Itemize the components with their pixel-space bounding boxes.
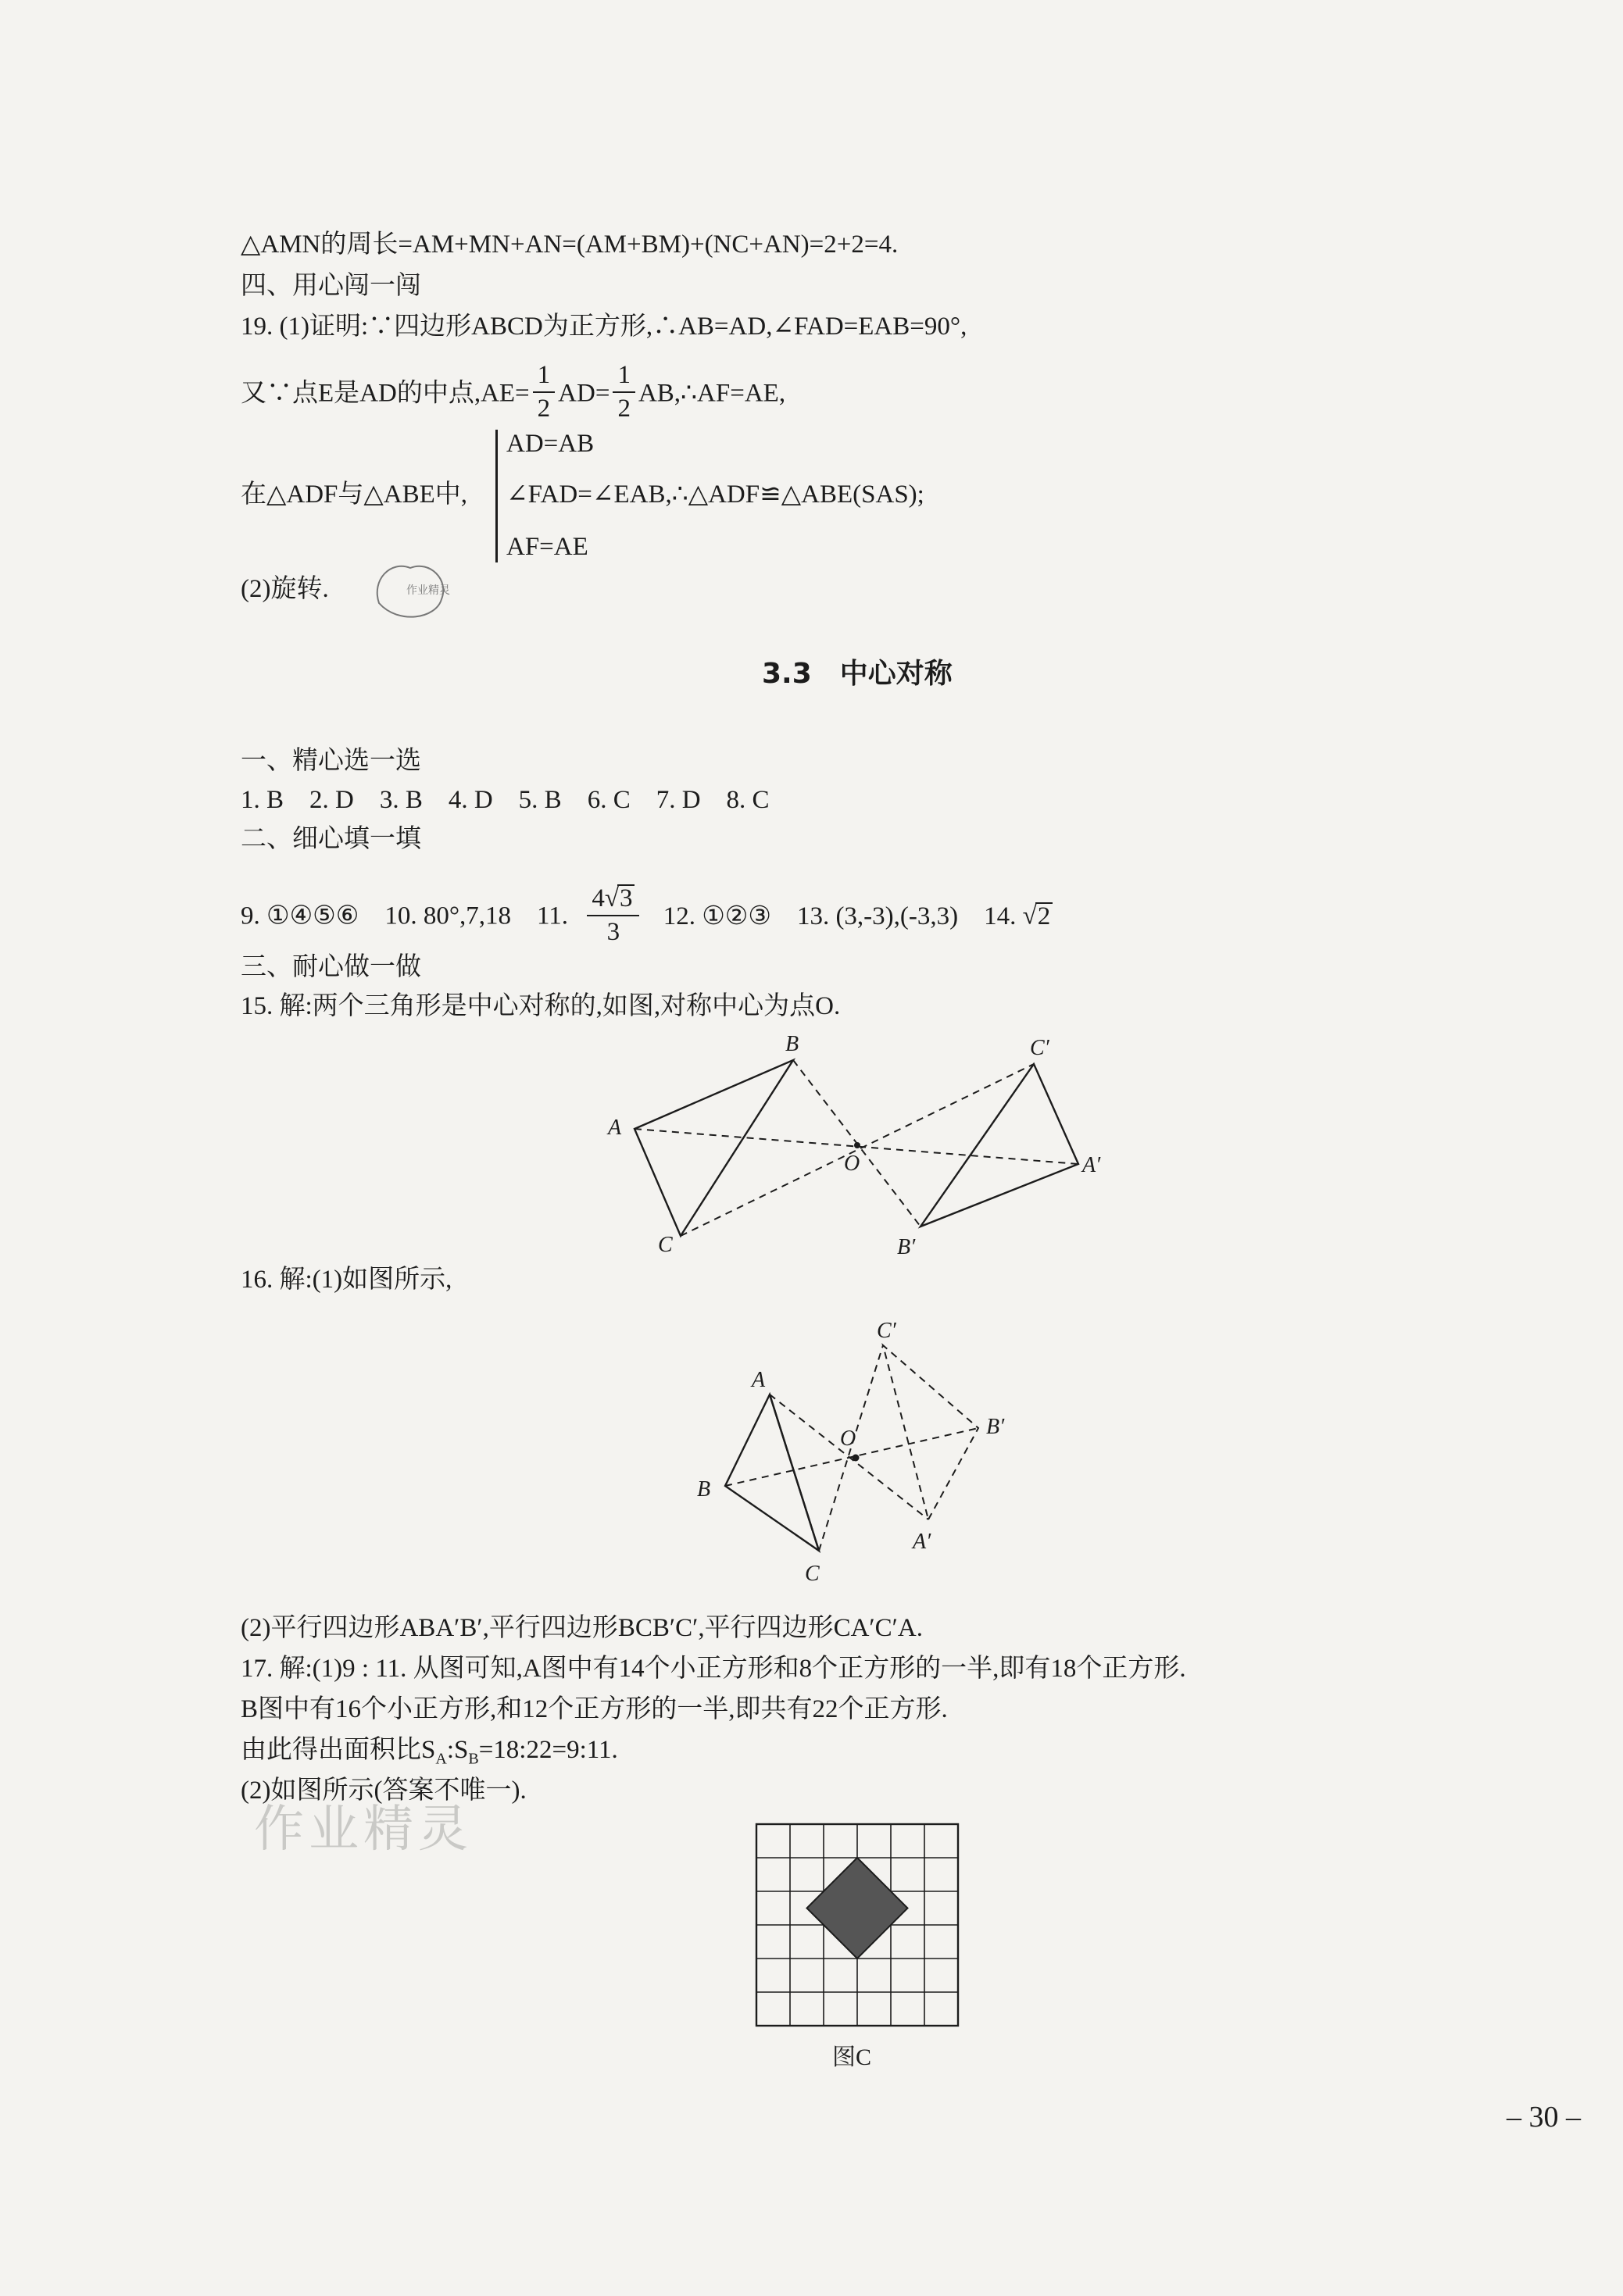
- fraction-numerator: 4√3: [587, 884, 639, 916]
- text-line: △AMN的周长=AM+MN+AN=(AM+BM)+(NC+AN)=2+2=4.: [241, 230, 899, 259]
- system-line: AF=AE: [506, 533, 588, 561]
- text-line: [241, 1737, 618, 1767]
- system-line: ∠FAD=∠EAB,∴△ADF≌△ABE(SAS);: [506, 480, 924, 509]
- text-line: (2)如图所示(答案不唯一).: [241, 1776, 527, 1805]
- section-title: 3.3 中心对称: [762, 658, 953, 690]
- fraction-denominator: 3: [606, 918, 620, 946]
- text-segment: AB,∴AF=AE,: [638, 379, 786, 408]
- label-o: O: [844, 1152, 860, 1176]
- label-a-prime: A′: [1082, 1153, 1101, 1177]
- label-a: A: [608, 1116, 622, 1140]
- radicand: 3: [617, 884, 635, 912]
- system-line: AD=AB: [506, 430, 595, 458]
- label-a: A: [752, 1368, 766, 1392]
- subscript: A: [435, 1750, 447, 1768]
- page-number: – 30 –: [1507, 2101, 1581, 2134]
- section-heading: 二、细心填一填: [241, 825, 421, 853]
- fraction-denominator: 2: [617, 395, 631, 423]
- text-segment: 12. ①②③ 13. (3,-3),(-3,3) 14.: [663, 902, 1017, 930]
- edge-a-c: [770, 1394, 819, 1551]
- text-line: B图中有16个小正方形,和12个正方形的一半,即共有22个正方形.: [241, 1695, 948, 1723]
- text-line: 17. 解:(1)9 : 11. 从图可知,A图中有14个小正方形和8个正方形的一半,即有18个正方形.: [241, 1655, 1186, 1683]
- watermark: 作业精灵: [254, 1801, 473, 1859]
- text-line: (2)平行四边形ABA′B′,平行四边形BCB′C′,平行四边形CA′C′A.: [241, 1614, 923, 1642]
- text-segment: 又∵点E是AD的中点,AE=: [241, 379, 530, 408]
- label-c-prime: C′: [1030, 1036, 1049, 1060]
- center-point: [853, 1455, 860, 1462]
- text-segment: =18:22=9:11.: [478, 1736, 618, 1764]
- label-b-prime: B′: [986, 1415, 1005, 1439]
- coef: 4: [592, 884, 605, 912]
- section-heading: 三、耐心做一做: [241, 953, 421, 981]
- text-segment: :S: [446, 1736, 469, 1764]
- text-line: 15. 解:两个三角形是中心对称的,如图,对称中心为点O.: [241, 992, 841, 1020]
- answer-line: 9. ①④⑤⑥ 10. 80°,7,18 11. $\frac{4√3}{3}$ 12. ①②③ 13. (3,-3),(-3,3) 14. √2: [241, 887, 1053, 948]
- text-line: 19. (1)证明:∵四边形ABCD为正方形,∴AB=AD,∠FAD=EAB=90°,: [241, 312, 967, 341]
- text-segment: 由此得出面积比S: [241, 1736, 436, 1764]
- radicand: 2: [1035, 902, 1053, 930]
- section-heading: 一、精心选一选: [241, 747, 421, 775]
- label-b-prime: B′: [897, 1235, 916, 1259]
- label-c: C: [805, 1562, 820, 1586]
- label-a-prime: A′: [913, 1530, 931, 1554]
- text-line: 在△ADF与△ABE中,: [241, 480, 468, 509]
- label-c: C: [658, 1233, 673, 1257]
- fraction-numerator: 1: [533, 362, 556, 393]
- grid-figure-c: [756, 1824, 958, 2026]
- fraction-numerator: 1: [613, 362, 635, 393]
- answer-line: 1. B 2. D 3. B 4. D 5. B 6. C 7. D 8. C: [241, 786, 770, 814]
- label-c-prime: C′: [877, 1319, 896, 1343]
- fraction-denominator: 2: [537, 395, 551, 423]
- text-segment: AD=: [558, 379, 610, 408]
- text-line: (2)旋转.: [241, 575, 329, 603]
- text-segment: 9. ①④⑤⑥ 10. 80°,7,18 11.: [241, 902, 569, 930]
- label-b: B: [697, 1477, 711, 1502]
- label-o: O: [840, 1427, 856, 1451]
- subscript: B: [468, 1750, 479, 1768]
- figure-caption: 图C: [832, 2044, 872, 2070]
- triangle-abc: [725, 1394, 819, 1551]
- text-line: 16. 解:(1)如图所示,: [241, 1266, 452, 1294]
- stamp-text: 作业精灵: [406, 584, 450, 597]
- label-b: B: [785, 1032, 799, 1056]
- shaded-square: [807, 1858, 908, 1959]
- triangle-a2b2c2: [883, 1345, 978, 1519]
- section-heading: 四、用心闯一闯: [241, 272, 421, 300]
